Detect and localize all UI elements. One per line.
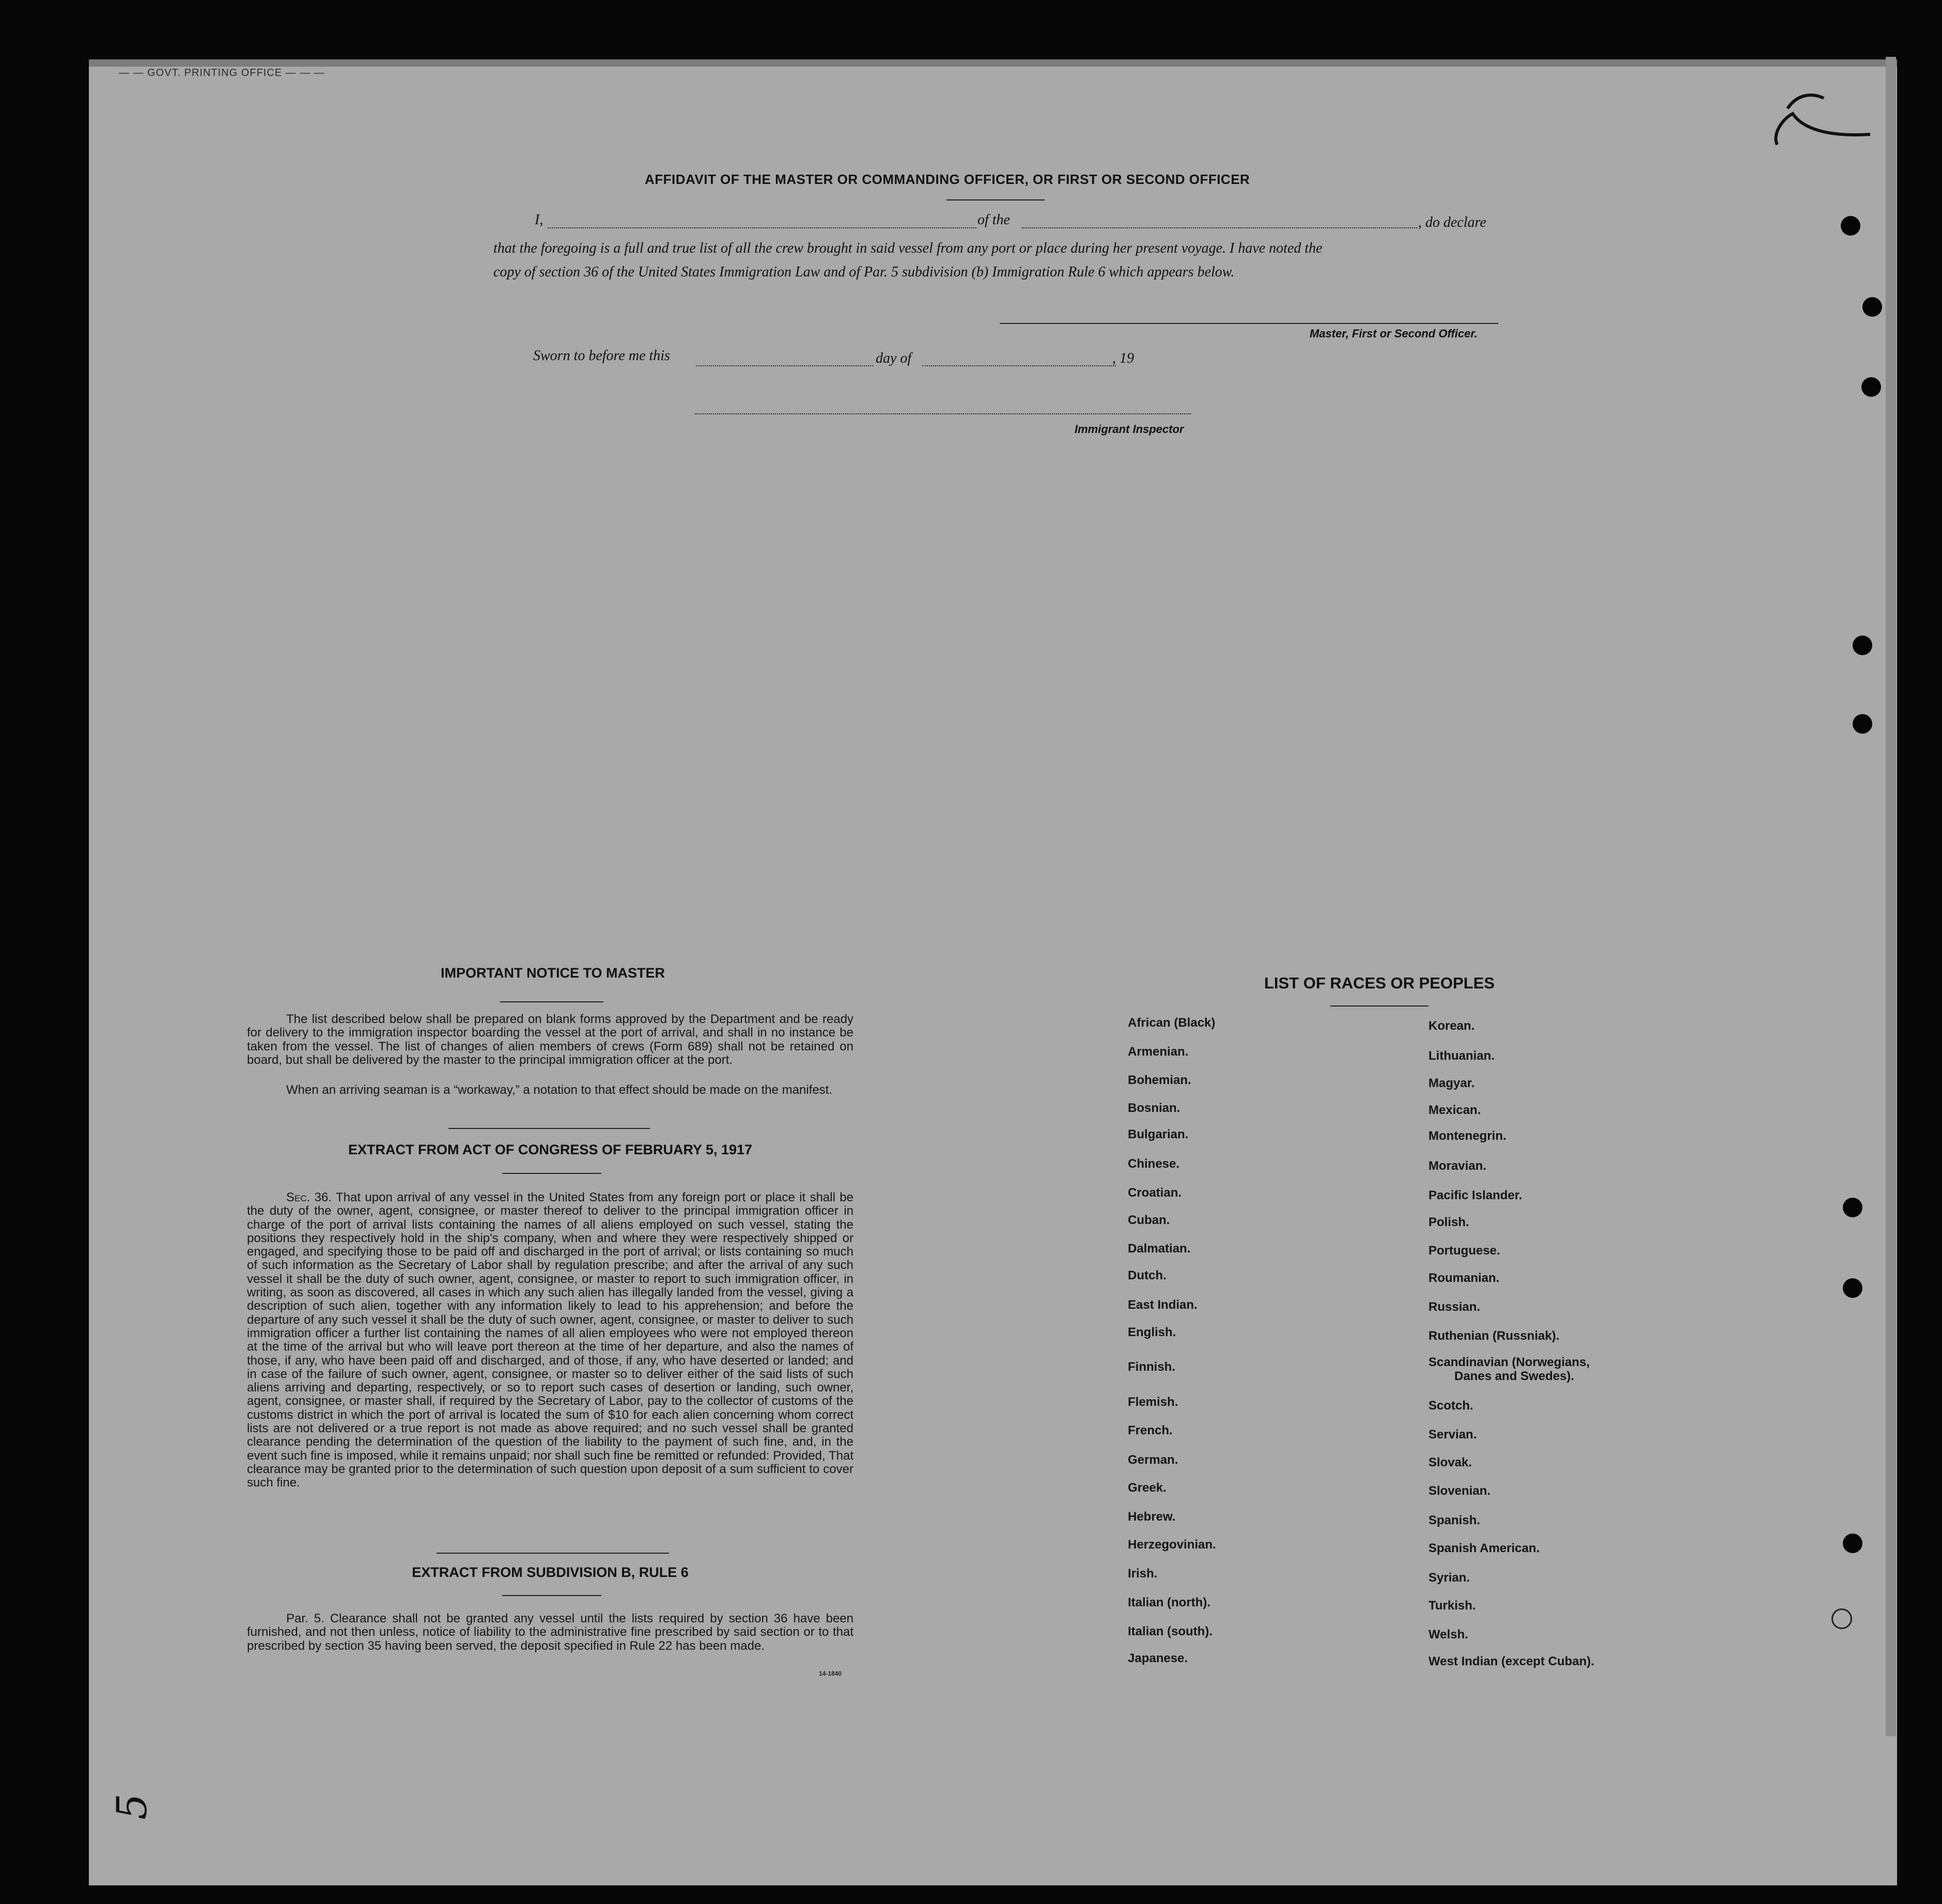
race-item: Scotch.	[1428, 1399, 1473, 1413]
race-item: French.	[1128, 1423, 1173, 1437]
notice-paragraph-1	[247, 1013, 853, 1067]
handwritten-page-number: 5	[107, 1793, 156, 1820]
section-divider-2	[437, 1553, 669, 1554]
race-item: West Indian (except Cuban).	[1428, 1654, 1594, 1668]
master-signature-line[interactable]	[1000, 323, 1498, 324]
affidavit-line2: that the foregoing is a full and true list of all the crew brought in said vessel from any port or place during her present voyage. I have noted the	[493, 240, 1323, 256]
notice-paragraph-1-text: The list described below shall be prepared on blank forms approved by the Department and be ready for delivery to the immigration inspector boarding the vessel at the port of arrival, and shall in no instance be taken from the vessel. The list of changes of alien members of crews (Form 689) shall not be retained on board, but shall be delivered by the master to the principal immigration officer at the port.	[247, 1012, 853, 1067]
race-item: Korean.	[1428, 1019, 1475, 1033]
race-item: Herzegovinian.	[1128, 1538, 1216, 1552]
race-item: Dutch.	[1128, 1268, 1167, 1282]
race-item: Welsh.	[1428, 1628, 1468, 1642]
race-item: Slovenian.	[1428, 1484, 1491, 1498]
binder-hole	[1843, 1534, 1862, 1553]
inspector-label: Immigrant Inspector	[1075, 423, 1184, 436]
notice-title-rule	[500, 1001, 603, 1002]
affidavit-line3: copy of section 36 of the United States Immigration Law and of Par. 5 subdivision (b) Immigration Rule 6 which appears below.	[493, 264, 1235, 280]
race-item: German.	[1128, 1453, 1178, 1467]
sworn-day-of: day of	[876, 350, 912, 366]
race-item: Mexican.	[1428, 1103, 1481, 1117]
affidavit-do-declare: , do declare	[1418, 214, 1486, 230]
affidavit-title: AFFIDAVIT OF THE MASTER OR COMMANDING OFFICER, OR FIRST OR SECOND OFFICER	[645, 172, 1250, 187]
act-title: EXTRACT FROM ACT OF CONGRESS OF FEBRUARY 5, 1917	[348, 1142, 753, 1157]
sworn-year: , 19	[1112, 350, 1134, 366]
race-item: Pacific Islander.	[1428, 1188, 1522, 1202]
binder-hole	[1843, 1198, 1862, 1217]
race-item: Lithuanian.	[1428, 1049, 1495, 1063]
race-item: Polish.	[1428, 1215, 1469, 1229]
race-item: Japanese.	[1128, 1651, 1188, 1665]
race-item: Greek.	[1128, 1481, 1167, 1495]
race-item: Roumanian.	[1428, 1271, 1500, 1285]
race-item: Dalmatian.	[1128, 1242, 1191, 1256]
notice-paragraph-2	[247, 1083, 853, 1097]
race-item: Moravian.	[1428, 1159, 1487, 1173]
race-item: Italian (north).	[1128, 1596, 1210, 1609]
form-number: 14-1840	[819, 1670, 842, 1677]
affidavit-of-the: of the	[977, 212, 1010, 228]
race-item: Scandinavian (Norwegians,	[1428, 1355, 1590, 1369]
binder-hole	[1843, 1278, 1862, 1298]
affidavit-i: I,	[535, 212, 543, 228]
race-item: Spanish.	[1428, 1513, 1481, 1527]
name-blank[interactable]	[548, 227, 976, 228]
race-item: Finnish.	[1128, 1360, 1175, 1374]
race-item: Bohemian.	[1128, 1073, 1191, 1087]
sworn-prefix: Sworn to before me this	[533, 348, 670, 364]
race-item: English.	[1128, 1325, 1176, 1339]
races-title-rule	[1330, 1005, 1428, 1007]
inspector-signature-line[interactable]	[695, 413, 1191, 414]
race-item: Cuban.	[1128, 1213, 1170, 1227]
race-item: Bulgarian.	[1128, 1127, 1189, 1141]
race-item: Danes and Swedes).	[1454, 1369, 1575, 1383]
master-signature-label: Master, First or Second Officer.	[1310, 327, 1478, 340]
act-section-label: Sec. 36.	[286, 1190, 332, 1204]
race-item: East Indian.	[1128, 1298, 1198, 1312]
rule-title-rule	[502, 1595, 601, 1596]
rule-title: EXTRACT FROM SUBDIVISION B, RULE 6	[412, 1565, 689, 1580]
race-item: Montenegrin.	[1428, 1129, 1506, 1143]
binder-hole	[1853, 714, 1872, 734]
printer-imprint: — — GOVT. PRINTING OFFICE — — —	[119, 67, 325, 79]
race-item: Slovak.	[1428, 1456, 1472, 1469]
sheet-edge	[1886, 57, 1896, 1736]
notice-title: IMPORTANT NOTICE TO MASTER	[441, 965, 665, 981]
vessel-blank[interactable]	[1022, 227, 1417, 228]
binder-hole-outline	[1831, 1608, 1852, 1629]
races-title: LIST OF RACES OR PEOPLES	[1264, 974, 1495, 992]
act-body	[247, 1191, 853, 1490]
binder-hole	[1861, 377, 1881, 397]
race-item: Chinese.	[1128, 1157, 1180, 1171]
race-item: Russian.	[1428, 1300, 1481, 1314]
section-divider-1	[448, 1128, 650, 1129]
race-item: Irish.	[1128, 1567, 1158, 1581]
race-item: Italian (south).	[1128, 1624, 1213, 1638]
sworn-day-blank[interactable]	[696, 365, 873, 366]
act-body-text: That upon arrival of any vessel in the United States from any foreign port or place it shall be the duty of the owner, agent, consignee, or master thereof to deliver to the principal immigration officer in charge of the port of arrival lists containing the names of all aliens employed on such vessel, stating the positions they respectively hold in the ship's company, when and where they were respectively shipped or engaged, and specifying those to be paid off and discharged in the port of arrival; or lists containing so much of such information as the Secretary of Labor shall by regulation prescribe; and after the arrival of any such vessel it shall be the duty of such owner, agent, consignee, or master to report to such immigration officer, in writing, as soon as discovered, all cases in which any such alien has illegally landed from the vessel, giving a description of such alien, together with any information likely to lead to his apprehension; and before the departure of any such vessel it shall be the duty of such owner, agent, consignee, or master to deliver to such immigration officer a further list containing the names of all alien employees who were not employed thereon at the time of the arrival but who will leave port thereon at the time of her departure, and also the names of those, if any, who have been paid off and discharged, and of those, if any, who have deserted or landed; and in case of the failure of such owner, agent, consignee, or master so to deliver either of the said lists of such aliens arriving and departing, respectively, or so to report such cases of desertion or landing, such owner, agent, consignee, or master shall, if required by the Secretary of Labor, pay to the collector of customs of the customs district in which the port of arrival is located the sum of $10 for each alien concerning whom correct lists are not delivered or a true report is not made as above required; and no such vessel shall be granted clearance pending the determination of the question of the liability to the payment of such fine, and, in the event such fine is imposed, while it remains unpaid; nor shall such fine be remitted or refunded: Provided, That clearance may be granted prior to the determination of such question upon deposit of a sum sufficient to cover such fine.	[247, 1190, 854, 1490]
race-item: Syrian.	[1428, 1571, 1470, 1585]
race-item: Armenian.	[1128, 1045, 1189, 1059]
title-underline	[946, 199, 1045, 200]
race-item: Croatian.	[1128, 1186, 1182, 1200]
race-item: Magyar.	[1428, 1076, 1475, 1090]
race-item: Flemish.	[1128, 1395, 1178, 1409]
rule-body-text: Par. 5. Clearance shall not be granted any vessel until the lists required by section 36 have been furnished, and not then unless, notice of liability to the administrative fine prescribed by said section or to that prescribed by section 35 having been served, the deposit specified in Rule 22 has been made.	[247, 1612, 853, 1653]
torn-corner-mark	[1767, 88, 1891, 176]
race-item: Portuguese.	[1428, 1244, 1500, 1258]
binder-hole	[1853, 636, 1872, 655]
notice-paragraph-2-text: When an arriving seaman is a “workaway,” a notation to that effect should be made on the manifest.	[286, 1083, 833, 1097]
race-item: Servian.	[1428, 1428, 1477, 1442]
race-item: African (Black)	[1128, 1016, 1216, 1030]
race-item: Turkish.	[1428, 1599, 1476, 1613]
binder-hole	[1862, 297, 1882, 317]
race-item: Hebrew.	[1128, 1510, 1176, 1524]
rule-body	[247, 1612, 853, 1653]
race-item: Spanish American.	[1428, 1541, 1540, 1555]
race-item: Bosnian.	[1128, 1101, 1180, 1115]
sworn-month-blank[interactable]	[922, 365, 1116, 366]
act-title-rule	[502, 1173, 601, 1174]
binder-hole	[1841, 216, 1860, 236]
race-item: Ruthenian (Russniak).	[1428, 1329, 1560, 1343]
